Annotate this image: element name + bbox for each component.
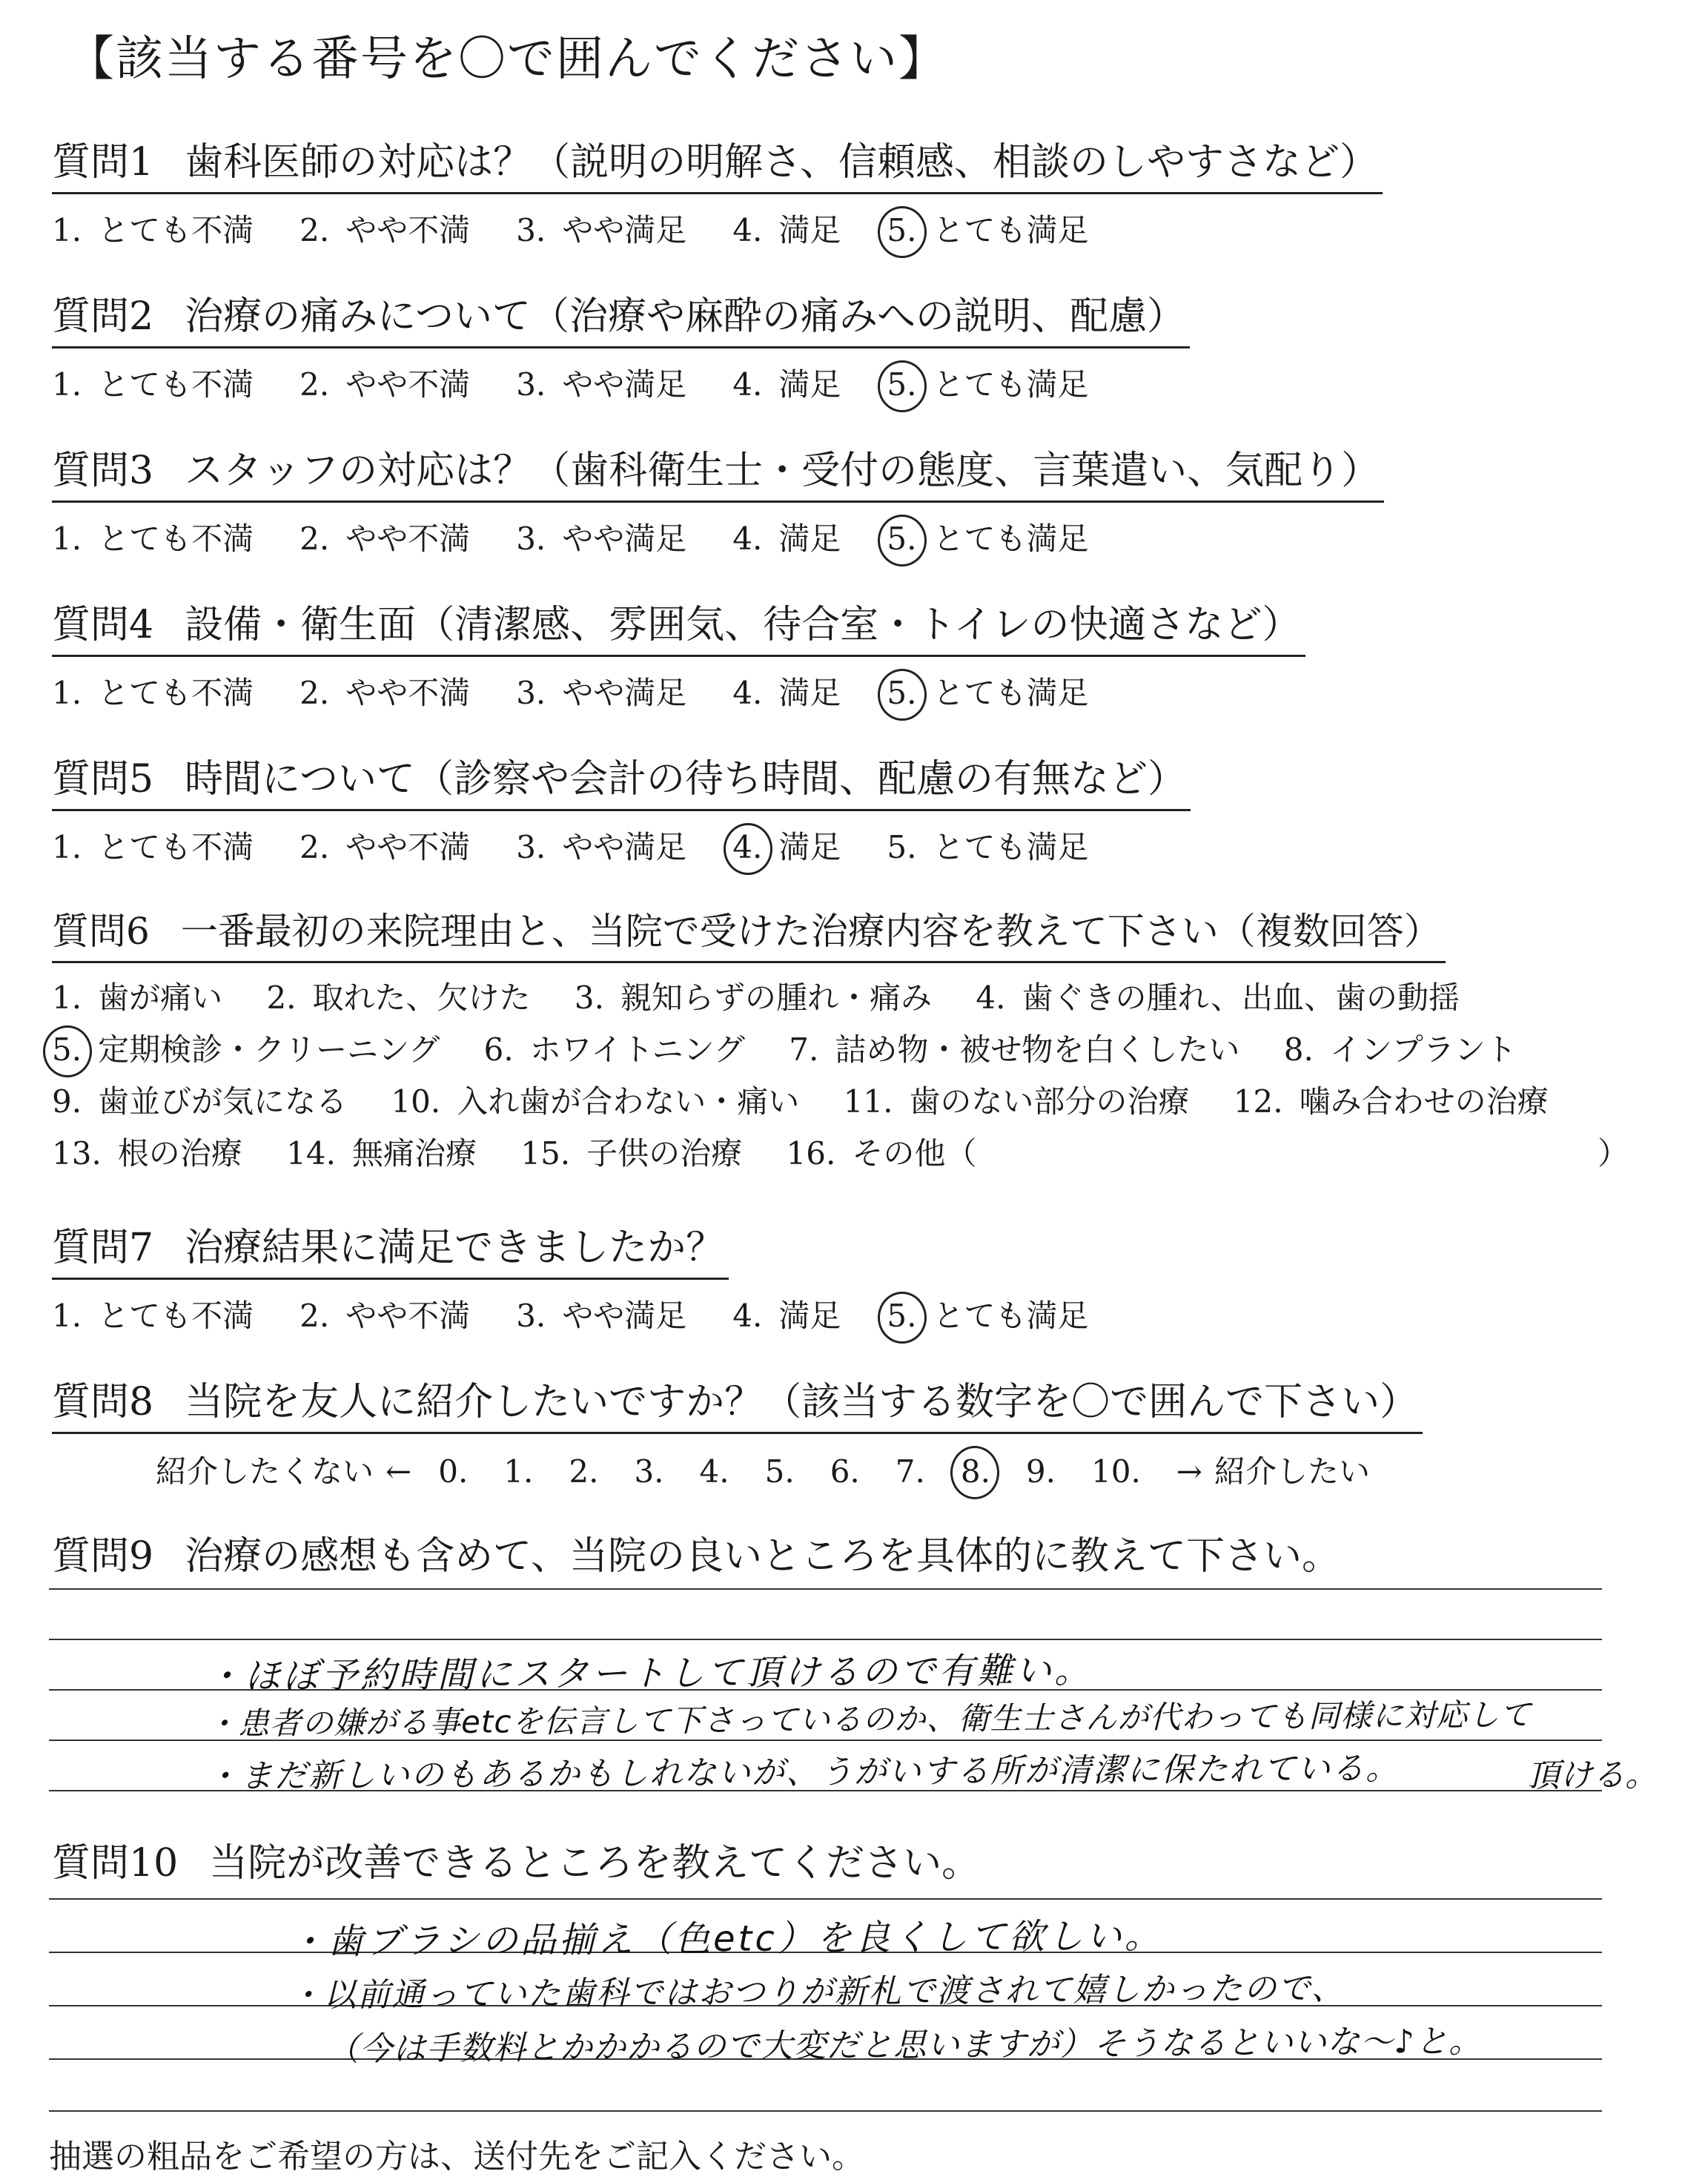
option-1[interactable]: 1. とても不満 [52, 521, 254, 557]
question-text: 当院を友人に紹介したいですか？（該当する数字を〇で囲んで下さい） [185, 1380, 1419, 1424]
q9-answer-continuation: 頂ける。 [1526, 1756, 1658, 1795]
question-text: 一番最初の来院理由と、当院で受けた治療内容を教えて下さい（複数回答） [180, 910, 1441, 953]
question-number: 質問1 [52, 140, 154, 185]
question-text: 設備・衛生面（清潔感、雰囲気、待合室・トイレの快適さなど） [185, 603, 1301, 647]
q9-answer-line: ・患者の嫌がる事etcを伝言して下さっているのか、衛生士さんが代わっても同様に対応して [205, 1696, 1532, 1742]
option-1[interactable]: 1. とても不満 [52, 212, 254, 248]
answer-options [52, 974, 1629, 1181]
option-row [52, 974, 1551, 1025]
option-5-circled[interactable]: 5. とても満足 [887, 675, 1089, 711]
option-4[interactable]: 4. 満足 [732, 212, 841, 248]
left-arrow-icon: ← [385, 1453, 412, 1490]
question-number: 質問8 [52, 1380, 154, 1424]
question-number: 質問5 [52, 757, 154, 802]
q9-answer-line: ・まだ新しいのもあるかもしれないが、うがいする所が清潔に保たれている。 [205, 1749, 1400, 1796]
question-title [52, 1831, 980, 1887]
option-2[interactable]: 2. 取れた、欠けた [266, 980, 531, 1016]
option-6[interactable]: 6. ホワイトニング [483, 1031, 745, 1068]
question-number: 質問2 [52, 294, 154, 339]
question-number: 質問9 [52, 1534, 154, 1579]
question-title [52, 1524, 1340, 1580]
question-4 [52, 593, 1305, 713]
option-12[interactable]: 12. 噛み合わせの治療 [1233, 1083, 1549, 1120]
option-row [52, 1077, 1551, 1129]
option-2[interactable]: 2. やや不満 [299, 366, 471, 403]
question-2 [52, 285, 1190, 405]
scale-left-label: 紹介したくない [156, 1453, 374, 1490]
option-5-circled[interactable]: 5. とても満足 [887, 366, 1089, 403]
option-16-other[interactable]: 16. その他（ [786, 1135, 977, 1172]
option-4[interactable]: 4. 満足 [732, 1298, 841, 1334]
answer-options [52, 669, 1305, 713]
option-2[interactable]: 2. やや不満 [299, 1298, 471, 1334]
option-5-circled[interactable]: 5. とても満足 [887, 1298, 1089, 1334]
option-5[interactable]: 5. とても満足 [887, 829, 1089, 865]
question-title [52, 1216, 729, 1280]
option-5-circled[interactable]: 5. とても満足 [887, 212, 1089, 248]
question-title [52, 285, 1190, 348]
question-10 [52, 1831, 980, 1887]
option-1[interactable]: 1. とても不満 [52, 675, 254, 711]
question-8 [52, 1370, 1423, 1492]
scale-4[interactable]: 4. [699, 1453, 729, 1490]
question-title [52, 747, 1191, 811]
answer-options [52, 360, 1190, 405]
scale-0[interactable]: 0. [438, 1453, 469, 1490]
option-3[interactable]: 3. やや満足 [516, 521, 687, 557]
option-1[interactable]: 1. とても不満 [52, 366, 254, 403]
option-3[interactable]: 3. やや満足 [516, 212, 687, 248]
option-3[interactable]: 3. やや満足 [516, 675, 687, 711]
q10-answer-line: ・歯ブラシの品揃え（色etc）を良くして欲しい。 [288, 1915, 1163, 1963]
question-title [52, 439, 1384, 503]
option-7[interactable]: 7. 詰め物・被せ物を白くしたい [789, 1031, 1240, 1068]
option-row [52, 1129, 1629, 1181]
scale-2[interactable]: 2. [569, 1453, 599, 1490]
answer-options [52, 1292, 1134, 1336]
answer-options [52, 823, 1191, 868]
question-title [52, 131, 1383, 194]
option-4-circled[interactable]: 4. 満足 [732, 829, 841, 865]
option-5-circled[interactable]: 5. とても満足 [887, 521, 1089, 557]
option-15[interactable]: 15. 子供の治療 [520, 1135, 743, 1172]
scale-5[interactable]: 5. [764, 1453, 795, 1490]
question-number: 質問10 [52, 1841, 179, 1886]
ruled-line [49, 2110, 1602, 2112]
scale-7[interactable]: 7. [895, 1453, 925, 1490]
question-6 [52, 902, 1629, 1181]
option-3[interactable]: 3. 親知らずの腫れ・痛み [574, 980, 932, 1016]
option-4[interactable]: 4. 満足 [732, 521, 841, 557]
option-5-circled[interactable]: 5. 定期検診・クリーニング [52, 1031, 440, 1068]
option-1[interactable]: 1. とても不満 [52, 829, 254, 865]
right-arrow-icon: → [1176, 1453, 1202, 1490]
option-2[interactable]: 2. やや不満 [299, 829, 471, 865]
option-10[interactable]: 10. 入れ歯が合わない・痛い [391, 1083, 800, 1120]
answer-options [52, 206, 1383, 251]
instruction-heading: 【該当する番号を〇で囲んでください】 [67, 32, 947, 87]
question-number: 質問6 [52, 910, 150, 953]
question-text: 当院が改善できるところを教えてください。 [209, 1841, 981, 1886]
scale-6[interactable]: 6. [830, 1453, 860, 1490]
question-number: 質問3 [52, 449, 154, 493]
option-3[interactable]: 3. やや満足 [516, 1298, 687, 1334]
option-4[interactable]: 4. 歯ぐきの腫れ、出血、歯の動揺 [976, 980, 1460, 1016]
question-text: スタッフの対応は？（歯科衛生士・受付の態度、言葉遣い、気配り） [185, 449, 1380, 493]
question-title [52, 593, 1305, 657]
option-2[interactable]: 2. やや不満 [299, 212, 471, 248]
question-number: 質問4 [52, 603, 154, 647]
ruled-line [49, 1588, 1602, 1590]
option-13[interactable]: 13. 根の治療 [52, 1135, 242, 1172]
q10-answer-line: （今は手数料とかかかるので大変だと思いますが）そうなるといいな〜♪と。 [325, 2022, 1483, 2069]
option-4[interactable]: 4. 満足 [732, 366, 841, 403]
option-3[interactable]: 3. やや満足 [516, 829, 687, 865]
question-title [52, 902, 1446, 963]
scale-8-circled[interactable]: 8. [960, 1453, 990, 1490]
option-14[interactable]: 14. 無痛治療 [286, 1135, 477, 1172]
option-8[interactable]: 8. インプラント [1283, 1031, 1517, 1068]
question-text: 治療結果に満足できましたか？ [185, 1226, 725, 1270]
question-text: 治療の痛みについて（治療や麻酔の痛みへの説明、配慮） [185, 294, 1186, 339]
question-9 [52, 1524, 1340, 1580]
question-text: 歯科医師の対応は？（説明の明解さ、信頼感、相談のしやすさなど） [185, 140, 1379, 185]
option-4[interactable]: 4. 満足 [732, 675, 841, 711]
option-2[interactable]: 2. やや不満 [299, 521, 471, 557]
question-1 [52, 131, 1383, 251]
option-row [52, 1025, 1551, 1077]
option-3[interactable]: 3. やや満足 [516, 366, 687, 403]
recommend-scale [52, 1447, 1423, 1492]
question-number: 質問7 [52, 1226, 154, 1270]
option-9[interactable]: 9. 歯並びが気になる [52, 1083, 348, 1120]
q10-answer-line: ・以前通っていた歯科ではおつりが新札で渡されて嬉しかったので、 [288, 1969, 1345, 2015]
scale-9[interactable]: 9. [1025, 1453, 1056, 1490]
option-11[interactable]: 11. 歯のない部分の治療 [843, 1083, 1190, 1120]
question-text: 治療の感想も含めて、当院の良いところを具体的に教えて下さい。 [185, 1534, 1341, 1579]
question-3 [52, 439, 1384, 559]
option-1[interactable]: 1. とても不満 [52, 1298, 254, 1334]
scale-10[interactable]: 10. [1091, 1453, 1141, 1490]
option-2[interactable]: 2. やや不満 [299, 675, 471, 711]
ruled-line [49, 1639, 1602, 1640]
q9-answer-line: ・ほぼ予約時間にスタートして頂けるので有難い。 [205, 1649, 1093, 1698]
scale-3[interactable]: 3. [634, 1453, 664, 1490]
option-1[interactable]: 1. 歯が痛い [52, 980, 223, 1016]
other-close-paren: ） [1598, 1135, 1629, 1172]
question-5 [52, 747, 1191, 868]
scale-1[interactable]: 1. [503, 1453, 534, 1490]
footer-note: 抽選の粗品をご希望の方は、送付先をご記入ください。 [49, 2138, 864, 2176]
answer-options [52, 515, 1384, 559]
question-text: 時間について（診察や会計の待ち時間、配慮の有無など） [185, 757, 1187, 802]
ruled-line [49, 1898, 1602, 1900]
question-7 [52, 1216, 1134, 1336]
scale-right-label: 紹介したい [1214, 1453, 1371, 1490]
question-title [52, 1370, 1423, 1434]
